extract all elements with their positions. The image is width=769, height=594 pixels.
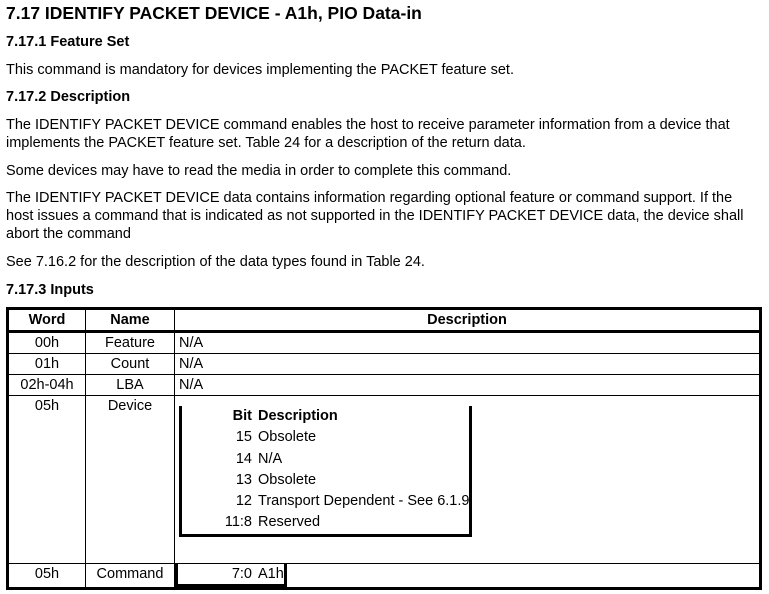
bit-description: Transport Dependent - See 6.1.9 [258, 491, 471, 512]
table-row-device [8, 396, 761, 564]
cell-name: LBA [86, 375, 175, 396]
bit-row [177, 564, 286, 586]
command-bits-table [175, 564, 287, 587]
bit-row [181, 427, 471, 448]
cell-description: N/A [175, 375, 761, 396]
table-header-row [8, 309, 761, 332]
cell-name: Feature [86, 332, 175, 354]
inputs-table [6, 307, 762, 590]
bit-number: 7:0 [177, 564, 259, 586]
cell-word: 05h [8, 396, 86, 564]
inputs-title: 7.17.3 Inputs [6, 282, 94, 298]
bit-row [181, 491, 471, 512]
cell-description: N/A [175, 354, 761, 375]
bit-number: 13 [181, 470, 259, 491]
bit-row [181, 449, 471, 470]
cell-name: Command [86, 564, 175, 589]
description-title: 7.17.2 Description [6, 89, 131, 105]
device-bits-cell [175, 396, 761, 564]
bit-description: Obsolete [258, 470, 471, 491]
bit-number: 14 [181, 449, 259, 470]
feature-set-title: 7.17.1 Feature Set [6, 34, 130, 50]
table-row [8, 375, 761, 396]
feature-set-text: This command is mandatory for devices implementing the PACKET feature set. [6, 62, 514, 78]
header-description: Description [175, 309, 761, 332]
table-row [8, 332, 761, 354]
bit-description: A1h [258, 564, 285, 586]
header-name: Name [86, 309, 175, 332]
bit-description: Obsolete [258, 427, 471, 448]
header-word: Word [8, 309, 86, 332]
device-bits-table [179, 406, 472, 537]
cell-name: Count [86, 354, 175, 375]
table-row-command [8, 564, 761, 589]
bit-number: 11:8 [181, 512, 259, 535]
table-row [8, 354, 761, 375]
cell-word: 02h-04h [8, 375, 86, 396]
description-para-2: Some devices may have to read the media in order to complete this command. [6, 163, 512, 179]
bit-description: N/A [258, 449, 471, 470]
cell-word: 05h [8, 564, 86, 589]
description-para-1: The IDENTIFY PACKET DEVICE command enables the host to receive parameter information from a device that implements the PACKET feature set. Table 24 for a description of the return data. [6, 117, 730, 151]
cell-word: 00h [8, 332, 86, 354]
command-bits-cell [175, 564, 761, 589]
bits-header-bit: Bit [181, 406, 259, 427]
bit-row [181, 512, 471, 535]
bits-header-desc: Description [258, 406, 471, 427]
cell-name: Device [86, 396, 175, 564]
bit-number: 15 [181, 427, 259, 448]
bit-description: Reserved [258, 512, 471, 535]
bit-number: 12 [181, 491, 259, 512]
description-para-4: See 7.16.2 for the description of the data types found in Table 24. [6, 254, 425, 270]
cell-description: N/A [175, 332, 761, 354]
section-heading: 7.17 IDENTIFY PACKET DEVICE - A1h, PIO Data-in [6, 3, 422, 23]
description-para-3: The IDENTIFY PACKET DEVICE data contains information regarding optional feature or command support. If the host issues a command that is indicated as not supported in the IDENTIFY PACKET DEVICE data, the device shall abort the command [6, 190, 744, 242]
cell-word: 01h [8, 354, 86, 375]
bit-row [181, 470, 471, 491]
